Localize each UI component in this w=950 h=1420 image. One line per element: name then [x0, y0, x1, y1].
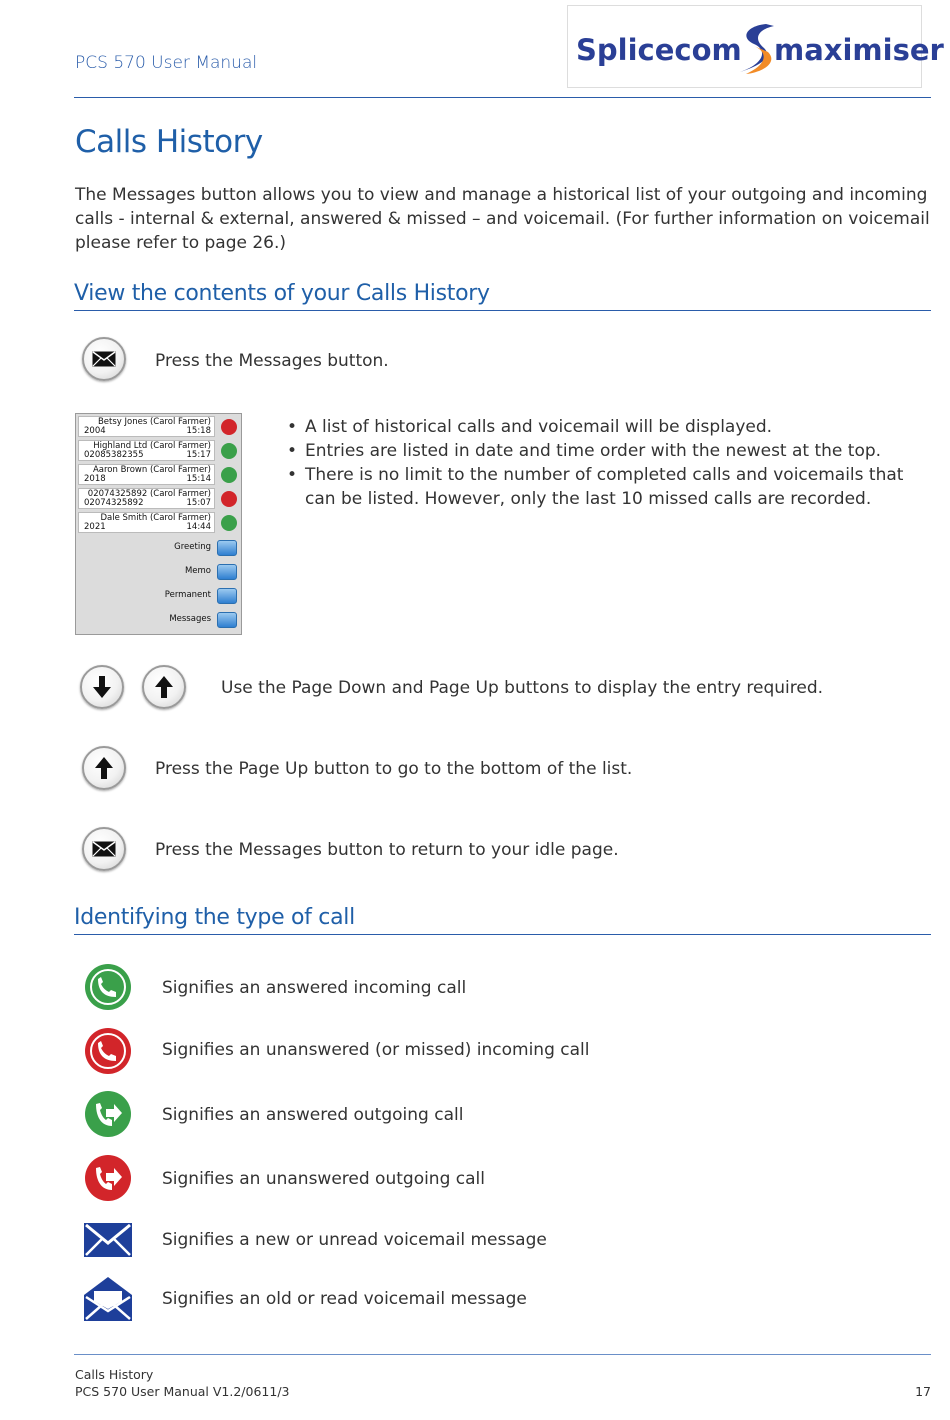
arrow-down-icon	[93, 676, 111, 698]
greeting-softkey[interactable]	[217, 540, 237, 556]
call-entry[interactable]: 02074325892 (Carol Farmer) 02074325892 15:07	[78, 488, 215, 509]
messages-button[interactable]	[82, 337, 126, 381]
intro-paragraph: The Messages button allows you to view and manage a historical list of your outgoing and incoming calls - internal & external, answered & missed – and voicemail. (For further information on voicemail please refer to page 26.)	[75, 185, 930, 253]
softkey-label-greeting: Greeting	[174, 542, 211, 552]
page-number: 17	[915, 1384, 931, 1399]
page-up-button[interactable]	[82, 746, 126, 790]
call-entry[interactable]: Aaron Brown (Carol Farmer) 2018 15:14	[78, 464, 215, 485]
legend-text: Signifies an unanswered outgoing call	[162, 1169, 485, 1189]
footer-rule	[74, 1354, 931, 1355]
call-entry[interactable]: Highland Ltd (Carol Farmer) 02085382355 15:17	[78, 440, 215, 461]
red-phone-outgoing-icon	[84, 1154, 132, 1202]
red-outgoing-unanswered-icon	[221, 491, 237, 507]
softkey-label-messages: Messages	[169, 614, 211, 624]
splicecom-logo	[567, 5, 944, 88]
green-phone-incoming-icon	[84, 963, 132, 1011]
page-down-button[interactable]	[80, 665, 124, 709]
logo-splice-text: Splicecom	[576, 33, 742, 67]
softkey-label-memo: Memo	[184, 566, 211, 576]
page-title: Calls History	[75, 124, 263, 160]
legend-text: Signifies an unanswered (or missed) incoming call	[162, 1040, 590, 1060]
messages-button[interactable]	[82, 827, 126, 871]
step-return-idle: Press the Messages button to return to your idle page.	[155, 840, 619, 860]
bullet-item: • There is no limit to the number of completed calls and voicemails that can be listed. However, only the last 10 missed calls are recorded.	[283, 463, 933, 511]
envelope-icon	[92, 841, 116, 857]
legend-text: Signifies a new or unread voicemail message	[162, 1230, 547, 1250]
envelope-icon	[92, 351, 116, 367]
manual-title: PCS 570 User Manual	[75, 53, 258, 73]
calls-list-bullets	[283, 415, 933, 511]
logo-maximiser-text: maximiser	[774, 33, 944, 67]
green-outgoing-answered-icon	[221, 515, 237, 531]
step-page-navigation: Use the Page Down and Page Up buttons to display the entry required.	[221, 678, 824, 698]
red-phone-incoming-icon	[84, 1027, 132, 1075]
call-entry[interactable]: Betsy Jones (Carol Farmer) 2004 15:18	[78, 416, 215, 437]
bullet-item: • A list of historical calls and voicemail will be displayed.	[283, 415, 933, 439]
memo-softkey[interactable]	[217, 564, 237, 580]
phone-screen	[75, 413, 242, 635]
footer-section-name: Calls History	[75, 1367, 154, 1382]
bullet-item: • Entries are listed in date and time order with the newest at the top.	[283, 439, 933, 463]
permanent-softkey[interactable]	[217, 588, 237, 604]
footer-doc-ref: PCS 570 User Manual V1.2/0611/3	[75, 1384, 290, 1399]
legend-text: Signifies an answered incoming call	[162, 978, 467, 998]
section1-rule	[74, 310, 931, 311]
section2-rule	[74, 934, 931, 935]
arrow-up-icon	[95, 757, 113, 779]
section-heading-identify-type: Identifying the type of call	[74, 905, 355, 930]
legend-text: Signifies an answered outgoing call	[162, 1105, 464, 1125]
green-incoming-answered-icon	[221, 443, 237, 459]
legend-text: Signifies an old or read voicemail message	[162, 1289, 527, 1309]
step-press-messages: Press the Messages button.	[155, 351, 389, 371]
page-up-button[interactable]	[142, 665, 186, 709]
closed-envelope-icon	[84, 1216, 132, 1264]
step-page-up-bottom: Press the Page Up button to go to the bottom of the list.	[155, 759, 633, 779]
section-heading-view-contents: View the contents of your Calls History	[74, 281, 490, 306]
open-envelope-icon	[84, 1275, 132, 1323]
header-rule	[74, 97, 931, 98]
arrow-up-icon	[155, 676, 173, 698]
call-entry[interactable]: Dale Smith (Carol Farmer) 2021 14:44	[78, 512, 215, 533]
green-incoming-answered-icon	[221, 467, 237, 483]
red-incoming-missed-icon	[221, 419, 237, 435]
softkey-label-permanent: Permanent	[164, 590, 211, 600]
messages-softkey[interactable]	[217, 612, 237, 628]
green-phone-outgoing-icon	[84, 1090, 132, 1138]
